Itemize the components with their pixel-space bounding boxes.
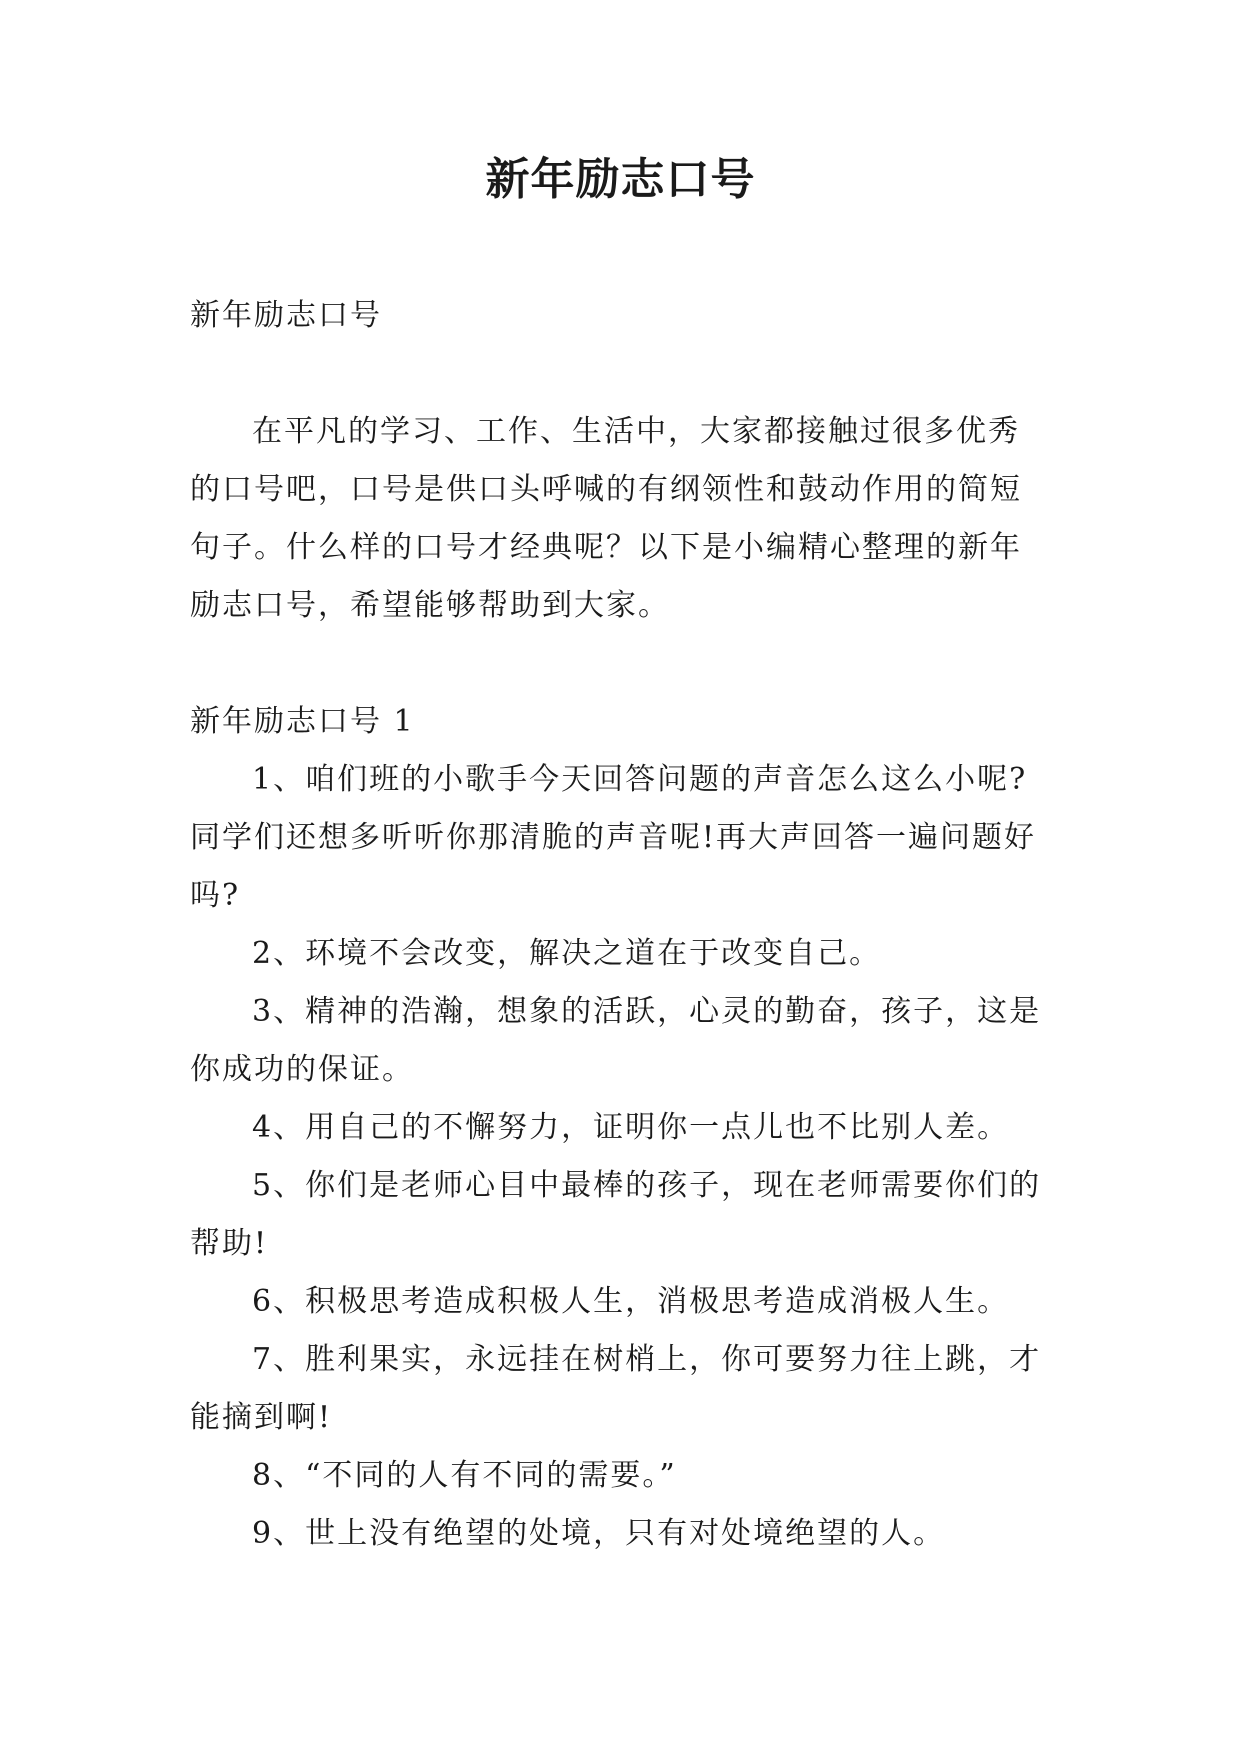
intro-paragraph: 在平凡的学习、工作、生活中，大家都接触过很多优秀的口号吧，口号是供口头呼喊的有纲领性和鼓动作用的简短句子。什么样的口号才经典呢？以下是小编精心整理的新年励志口号，希望能够帮助到大家。 (190, 414, 1022, 623)
page-title: 新年励志口号 (485, 154, 756, 205)
document-subtitle: 新年励志口号 (190, 298, 382, 333)
list-item: 4、用自己的不懈努力，证明你一点儿也不比别人差。 (252, 1110, 1010, 1145)
list-item: 1、咱们班的小歌手今天回答问题的声音怎么这么小呢?同学们还想多听听你那清脆的声音呢!再大声回答一遍问题好吗? (190, 762, 1037, 913)
list-item: 7、胜利果实，永远挂在树梢上，你可要努力往上跳，才能摘到啊! (190, 1342, 1042, 1435)
document-body (190, 287, 1050, 1563)
list-item: 2、环境不会改变，解决之道在于改变自己。 (252, 936, 882, 971)
list-item: 3、精神的浩瀚，想象的活跃，心灵的勤奋，孩子，这是你成功的保证。 (190, 994, 1042, 1087)
list-item: 8、“不同的人有不同的需要。” (252, 1458, 677, 1493)
list-item: 9、世上没有绝望的处境，只有对处境绝望的人。 (252, 1516, 946, 1551)
list-item: 6、积极思考造成积极人生，消极思考造成消极人生。 (252, 1284, 1010, 1319)
section-heading: 新年励志口号 1 (190, 704, 415, 739)
list-item: 5、你们是老师心目中最棒的孩子，现在老师需要你们的帮助! (190, 1168, 1042, 1261)
